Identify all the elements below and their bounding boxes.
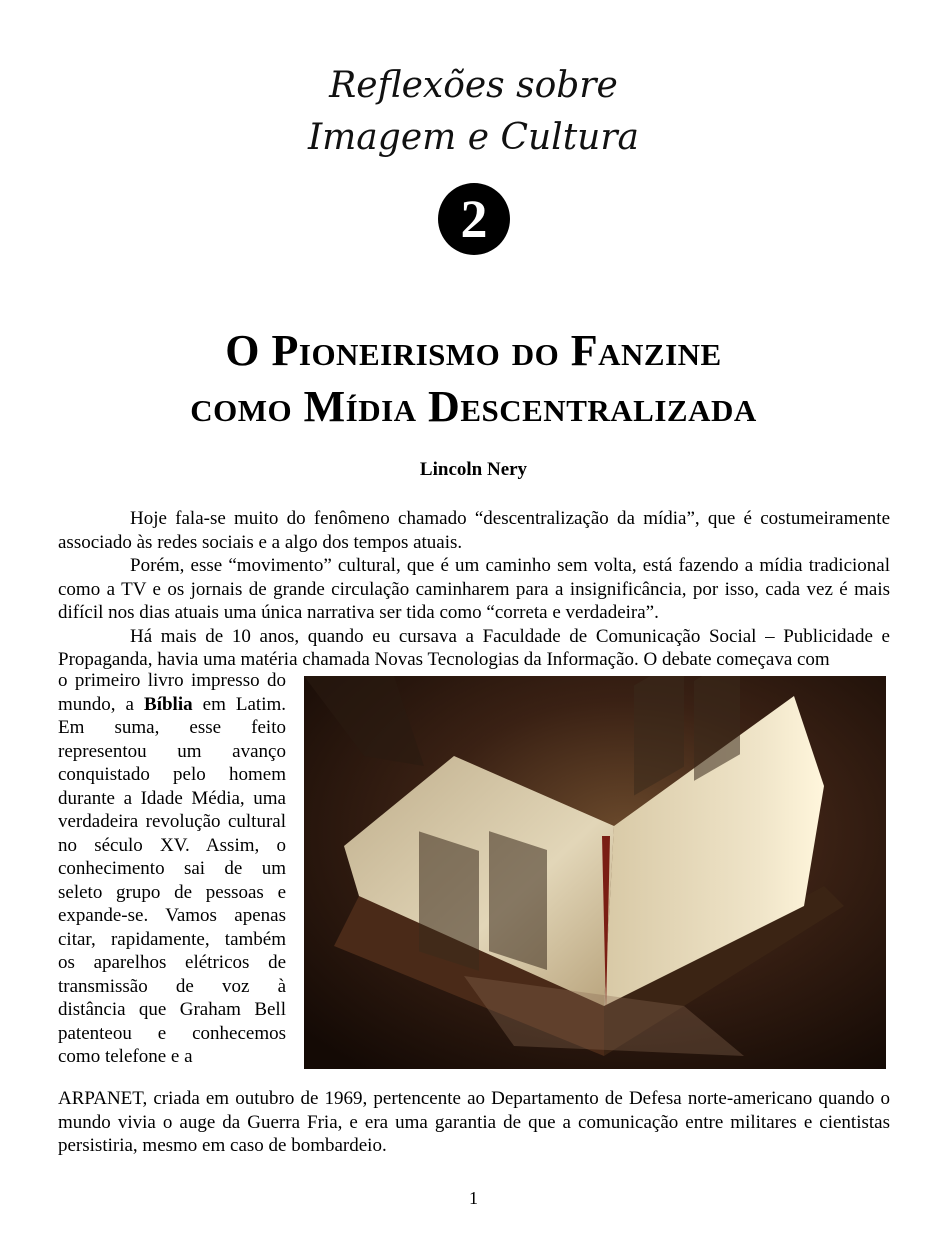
- page-number: 1: [469, 1188, 478, 1208]
- article-title-line1: O Pioneirismo do Fanzine: [225, 326, 722, 375]
- series-title-line1: Reflexões sobre: [329, 65, 618, 106]
- issue-number-badge: 2: [438, 183, 510, 255]
- article-title-line2: como Mídia Descentralizada: [190, 382, 757, 431]
- series-title: [0, 60, 947, 164]
- author-name: Lincoln Nery: [419, 459, 528, 480]
- column-text-part1: o primeiro livro impresso do mundo, a: [58, 670, 286, 715]
- series-title-line2: Imagem e Cultura: [307, 117, 640, 158]
- paragraph-3-end: ARPANET, criada em outubro de 1969, pertencente ao Departamento de Defesa norte-americano quando o mundo vivia o auge da Guerra Fria, e era uma garantia de que a comunicação entre militares e cientistas persistiria, mesmo em caso de bombardeio.: [58, 1088, 890, 1156]
- column-text-part2: em Latim. Em suma, esse feito representou um avanço conquistado pelo homem durante a Idade Média, uma verdadeira revolução cultural no século XV. Assim, o conhecimento sai de um seleto grupo de pessoas e expande-se. Vamos apenas citar, rapidamente, também os aparelhos elétricos de transmissão de voz à distância que Graham Bell patenteou e conhecemos como telefone e a: [58, 693, 287, 1067]
- bible-bold-word: Bíblia: [144, 693, 193, 715]
- article-body-top: [58, 507, 890, 672]
- article-title: [0, 323, 947, 435]
- paragraph-1: Hoje fala-se muito do fenômeno chamado “descentralização da mídia”, que é costumeiramente associado às redes sociais e a algo dos tempos atuais.: [58, 508, 890, 553]
- paragraph-2: Porém, esse “movimento” cultural, que é um caminho sem volta, está fazendo a mídia tradicional como a TV e os jornais de grande circulação caminharem para a insignificância, por isso, cada vez é mais difícil nos dias atuais uma única narrativa ser tida como “correta e verdadeira”.: [58, 555, 890, 623]
- paragraph-3-intro: Há mais de 10 anos, quando eu cursava a Faculdade de Comunicação Social – Publicidade e Propaganda, havia uma matéria chamada Novas Tecnologias da Informação. O debate começava com: [58, 625, 890, 670]
- gutenberg-bible-photo: [304, 676, 886, 1069]
- wrapped-column-text: [58, 669, 286, 1069]
